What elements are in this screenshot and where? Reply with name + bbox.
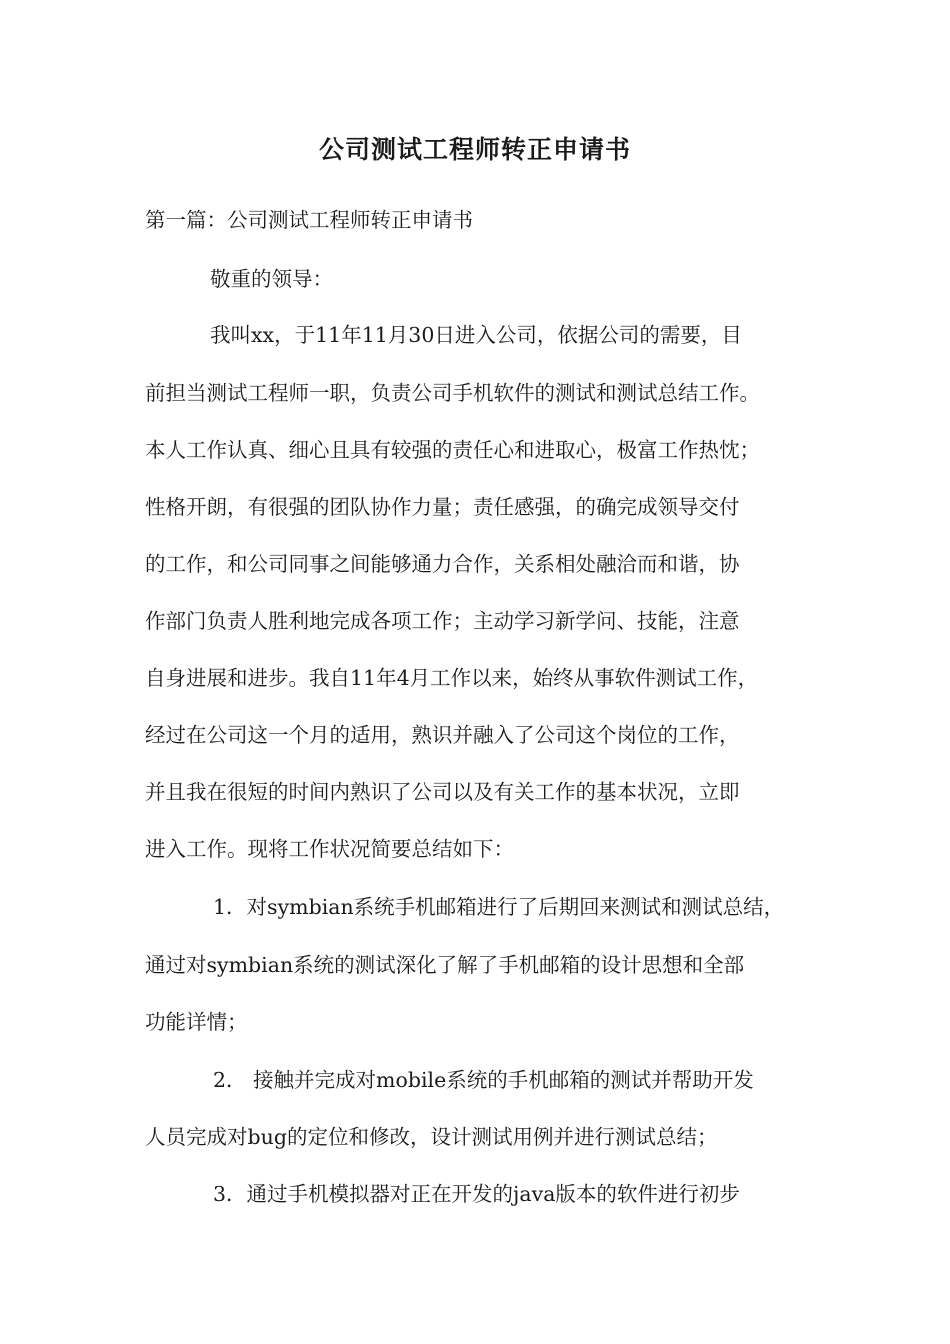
list-item-2-continued: 人员完成对bug的定位和修改，设计测试用例并进行测试总结； [145, 1125, 718, 1149]
list-item-1-continued: 功能详情； [145, 1010, 248, 1034]
paragraph-line: 经过在公司这一个月的适用，熟识并融入了公司这个岗位的工作， [145, 723, 740, 747]
paragraph-line: 自身进展和进步。我自11年4月工作以来，始终从事软件测试工作， [145, 666, 759, 690]
salutation: 敬重的领导： [210, 267, 333, 291]
paragraph-line: 我叫xx，于11年11月30日进入公司，依据公司的需要，目 [210, 323, 742, 347]
paragraph-line: 前担当测试工程师一职，负责公司手机软件的测试和测试总结工作。 [145, 381, 760, 405]
list-item-2: 2． 接触并完成对mobile系统的手机邮箱的测试并帮助开发 [213, 1068, 754, 1092]
paragraph-line: 作部门负责人胜利地完成各项工作；主动学习新学问、技能，注意 [145, 609, 740, 633]
paragraph-line: 性格开朗，有很强的团队协作力量；责任感强，的确完成领导交付 [145, 495, 740, 519]
paragraph-line: 的工作，和公司同事之间能够通力合作，关系相处融洽而和谐，协 [145, 552, 740, 576]
section-heading: 第一篇：公司测试工程师转正申请书 [145, 208, 473, 232]
list-item-3: 3．通过手机模拟器对正在开发的java版本的软件进行初步 [213, 1182, 740, 1206]
paragraph-line: 进入工作。现将工作状况简要总结如下： [145, 837, 514, 861]
paragraph-line: 并且我在很短的时间内熟识了公司以及有关工作的基本状况，立即 [145, 780, 740, 804]
list-item-1: 1．对symbian系统手机邮箱进行了后期回来测试和测试总结， [213, 895, 785, 919]
paragraph-line: 本人工作认真、细心且具有较强的责任心和进取心，极富工作热忱； [145, 438, 760, 462]
list-item-1-continued: 通过对symbian系统的测试深化了解了手机邮箱的设计思想和全部 [145, 953, 745, 977]
document-title: 公司测试工程师转正申请书 [318, 135, 631, 164]
